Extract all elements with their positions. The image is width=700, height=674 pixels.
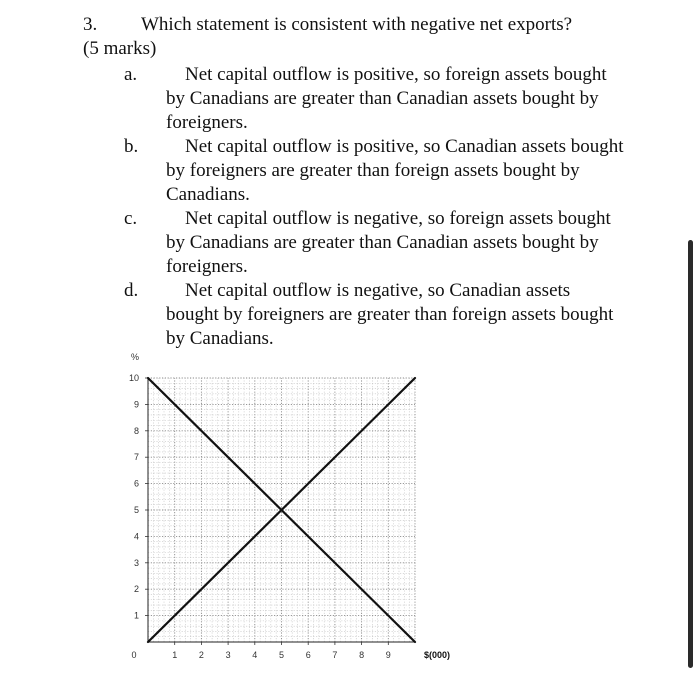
question-text: Which statement is consistent with negative net exports? bbox=[141, 14, 573, 35]
origin-label: 0 bbox=[131, 650, 137, 660]
x-tick-label: 6 bbox=[305, 650, 311, 660]
option-d-text: Net capital outflow is negative, so Canadian assets bought by foreigners are greater than foreign assets bought by Canadians. bbox=[166, 280, 614, 349]
x-tick-label: 8 bbox=[359, 650, 365, 660]
scrollbar[interactable] bbox=[688, 240, 693, 668]
y-tick-label: 3 bbox=[133, 557, 139, 568]
y-tick-label: 9 bbox=[133, 399, 139, 410]
x-tick-label: 7 bbox=[332, 650, 338, 660]
x-tick-label: 1 bbox=[172, 650, 178, 660]
x-tick-label: 3 bbox=[225, 650, 231, 660]
y-tick-label: 2 bbox=[133, 584, 139, 595]
x-tick-label: 5 bbox=[278, 650, 285, 660]
option-c-text: Net capital outflow is negative, so foreign assets bought by Canadians are greater than Canadian assets bought by foreigners. bbox=[166, 208, 611, 277]
y-tick-label: 5 bbox=[133, 505, 139, 515]
y-tick-label: 6 bbox=[133, 478, 139, 489]
x-tick-label: 9 bbox=[385, 650, 391, 660]
y-tick-label: 7 bbox=[133, 452, 139, 463]
x-tick-label: 4 bbox=[252, 650, 258, 660]
option-b-text: Net capital outflow is positive, so Canadian assets bought by foreigners are greater than foreign assets bought by Canadians. bbox=[166, 136, 624, 205]
y-tick-label: 4 bbox=[133, 531, 139, 542]
x-tick-label: 2 bbox=[198, 650, 204, 660]
option-a-text: Net capital outflow is positive, so foreign assets bought by Canadians are greater than Canadian assets bought by foreigners. bbox=[166, 64, 607, 133]
y-tick-label: 1 bbox=[133, 610, 139, 621]
x-axis-label: $(000) bbox=[423, 650, 451, 660]
y-tick-label: 8 bbox=[133, 425, 139, 436]
option-c-letter: c. bbox=[124, 208, 138, 229]
option-a-letter: a. bbox=[124, 64, 138, 85]
option-b-letter: b. bbox=[124, 136, 139, 157]
option-d-letter: d. bbox=[124, 280, 139, 301]
y-tick-label: 10 bbox=[128, 373, 139, 383]
chart bbox=[110, 345, 460, 670]
question-marks: (5 marks) bbox=[83, 38, 157, 59]
question-number: 3. bbox=[83, 14, 98, 35]
y-axis-label: % bbox=[130, 352, 140, 362]
